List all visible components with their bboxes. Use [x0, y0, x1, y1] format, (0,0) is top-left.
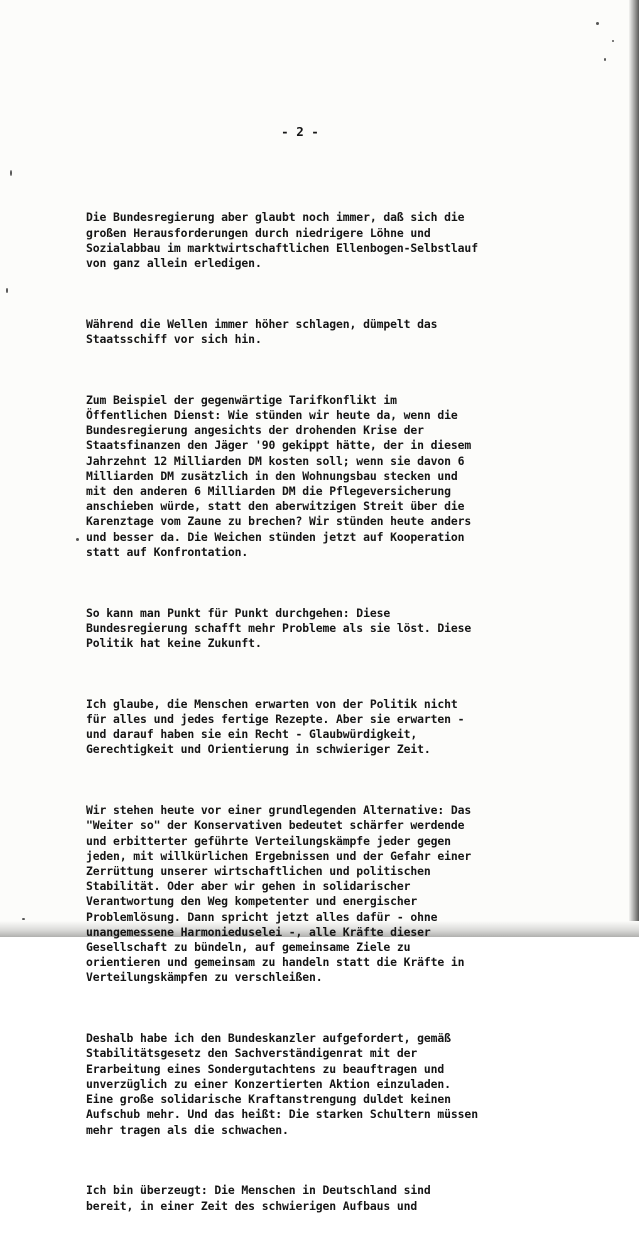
- scan-speck: [76, 538, 79, 541]
- paragraph: Ich glaube, die Menschen erwarten von der Politik nicht für alles und jedes fertige Rezepte. Aber sie erwarten - und darauf haben sie ein Recht - Glaubwürdigkeit, Gerechtigkeit und Orientierung in schwieriger Zeit.: [86, 696, 465, 757]
- page-number: - 2 -: [281, 124, 319, 139]
- scan-edge-shadow: [629, 0, 639, 937]
- paragraph: Deshalb habe ich den Bundeskanzler aufgefordert, gemäß Stabilitätsgesetz den Sachverständigenrat mit der Erarbeitung eines Sondergutachtens zu beauftragen und unverzüglich zu einer Konzertierten Aktion einzuladen. Eine große solidarische Kraftanstrengung duldet keinen Aufschub mehr. Und das heißt: Die starken Schultern müssen mehr tragen als die schwachen.: [86, 1031, 478, 1137]
- paragraph: Wir stehen heute vor einer grundlegenden Alternative: Das "Weiter so" der Konservativen bedeutet schärfer werdende und erbitterter geführte Verteilungskämpfe jeder gegen jeden, mit willkürlichen Ergebnissen und der Gefahr einer Zerrüttung unserer wirtschaftlichen und politischen Stabilität. Oder aber wir gehen in solidarischer Verantwortung den Weg kompetenter und energischer Problemlösung. Dann spricht jetzt alles dafür - ohne unangemessene Harmonieduselei -, alle Kräfte dieser Gesellschaft zu bündeln, auf gemeinsame Ziele zu orientieren und gemeinsam zu handeln statt die Kräfte in Verteilungskämpfen zu verschleißen.: [86, 803, 472, 985]
- scan-speck: [596, 22, 599, 25]
- scan-speck: [6, 288, 8, 293]
- paragraph: Ich bin überzeugt: Die Menschen in Deutschland sind bereit, in einer Zeit des schwierigen Aufbaus und: [86, 1183, 431, 1213]
- scan-speck: [22, 918, 25, 920]
- scan-speck: [604, 58, 606, 61]
- paragraph: Die Bundesregierung aber glaubt noch immer, daß sich die großen Herausforderungen durch niedrigere Löhne und Sozialabbau im marktwirtschaftlichen Ellenbogen-Selbstlauf von ganz allein erledigen.: [86, 210, 478, 271]
- paragraph: So kann man Punkt für Punkt durchgehen: Diese Bundesregierung schafft mehr Probleme als sie löst. Diese Politik hat keine Zukunft.: [86, 605, 472, 651]
- paragraph: Während die Wellen immer höher schlagen, dümpelt das Staatsschiff vor sich hin.: [86, 316, 438, 347]
- scan-speck: [612, 40, 614, 42]
- scan-speck: [10, 170, 12, 176]
- paragraph: Zum Beispiel der gegenwärtige Tarifkonflikt im Öffentlichen Dienst: Wie stünden wir heute da, wenn die Bundesregierung angesichts der drohenden Krise der Staatsfinanzen den Jäger '90 gekippt hätte, der in diesem Jahrzehnt 12 Milliarden DM kosten soll; wenn sie davon 6 Milliarden DM zusätzlich in den Wohnungsbau stecken und mit den anderen 6 Milliarden DM die Pflegeversicherung anschieben würde, statt den aberwitzigen Streit über die Karenztage vom Zaune zu brechen? Wir stünden heute anders und besser da. Die Weichen stünden jetzt auf Kooperation statt auf Konfrontation.: [86, 392, 472, 559]
- body-text: [86, 180, 586, 1259]
